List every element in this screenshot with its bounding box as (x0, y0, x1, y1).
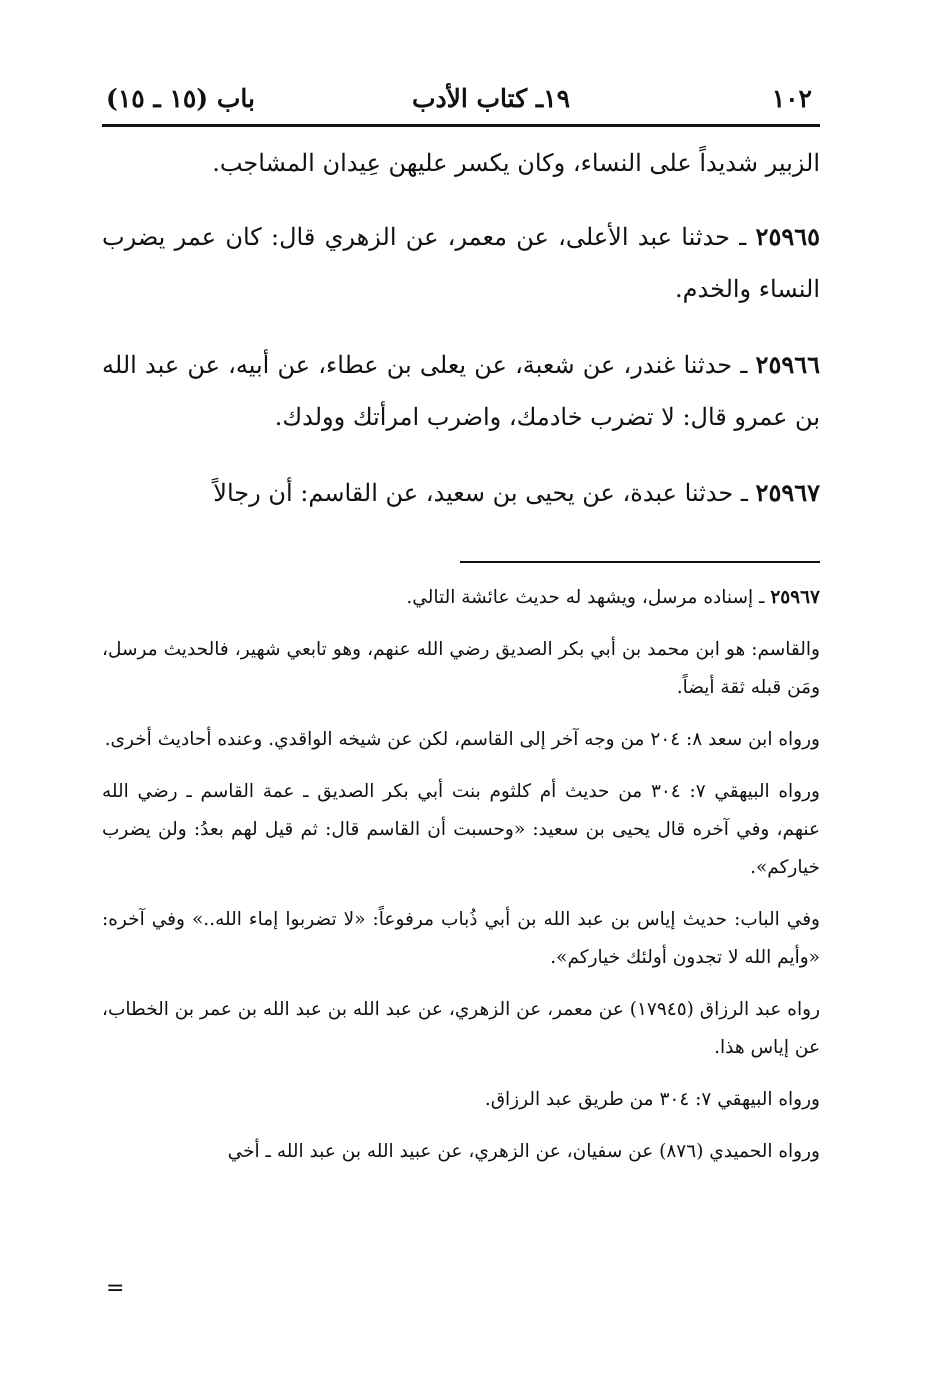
book-title: ١٩ـ كتاب الأدب (411, 84, 570, 113)
hadith-25965 (102, 211, 820, 315)
hadith-number: ٢٥٩٦٧ (755, 478, 820, 507)
hadith-text: ـ حدثنا عبد الأعلى، عن معمر، عن الزهري قال: كان عمر يضرب النساء والخدم. (102, 223, 820, 303)
footnote-lead-text: ـ إسناده مرسل، ويشهد له حديث عائشة التالي. (406, 587, 765, 608)
footnote-paragraph: رواه عبد الرزاق (١٧٩٤٥) عن معمر، عن الزهري، عن عبد الله بن عبد الله بن عمر بن الخطاب، عن إياس هذا. (102, 999, 820, 1058)
main-text (102, 137, 820, 519)
footnote-paragraph: وفي الباب: حديث إياس بن عبد الله بن أبي ذُباب مرفوعاً: «لا تضربوا إماء الله..» وفي آخره: «وأيم الله لا تجدون أولئك خياركم». (102, 909, 820, 968)
page-header (102, 78, 820, 127)
footnote-divider (460, 561, 820, 563)
footnote-paragraph: والقاسم: هو ابن محمد بن أبي بكر الصديق رضي الله عنهم، وهو تابعي شهير، فالحديث مرسل، ومَن قبله ثقة أيضاً. (102, 639, 820, 698)
continuation-paragraph: الزبير شديداً على النساء، وكان يكسر عليهن عِيدان المشاجب. (212, 149, 820, 177)
footnote-paragraph: ورواه الحميدي (٨٧٦) عن سفيان، عن الزهري، عن عبيد الله بن عبد الله ـ أخي (227, 1141, 820, 1162)
footnote-lead (102, 579, 820, 617)
hadith-number: ٢٥٩٦٦ (755, 350, 820, 379)
footnote-paragraph: ورواه ابن سعد ٨: ٢٠٤ من وجه آخر إلى القاسم، لكن عن شيخه الواقدي. وعنده أحاديث أخرى. (104, 729, 820, 750)
footnote-paragraph: ورواه البيهقي ٧: ٣٠٤ من طريق عبد الرزاق. (484, 1089, 820, 1110)
hadith-text: ـ حدثنا عبدة، عن يحيى بن سعيد، عن القاسم: أن رجالاً (213, 479, 748, 507)
continuation-mark: = (106, 1276, 125, 1301)
page-number: ١٠٢ (771, 84, 812, 113)
hadith-25967 (102, 467, 820, 519)
footnotes (102, 579, 820, 1171)
hadith-text: ـ حدثنا غندر، عن شعبة، عن يعلى بن عطاء، عن أبيه، عن عبد الله بن عمرو قال: لا تضرب خادمك، واضرب امرأتك وولدك. (102, 351, 820, 431)
footnote-number: ٢٥٩٦٧ (770, 587, 820, 608)
hadith-number: ٢٥٩٦٥ (755, 222, 820, 251)
chapter-range: باب (١٥ ـ ١٥) (106, 84, 255, 113)
book-page (102, 78, 820, 1185)
hadith-25966 (102, 339, 820, 443)
footnote-paragraph: ورواه البيهقي ٧: ٣٠٤ من حديث أم كلثوم بنت أبي بكر الصديق ـ عمة القاسم ـ رضي الله عنهم، وفي آخره قال يحيى بن سعيد: «وحسبت أن القاسم قال: ثم قيل لهم بعدُ: ولن يضرب خياركم». (102, 781, 820, 878)
